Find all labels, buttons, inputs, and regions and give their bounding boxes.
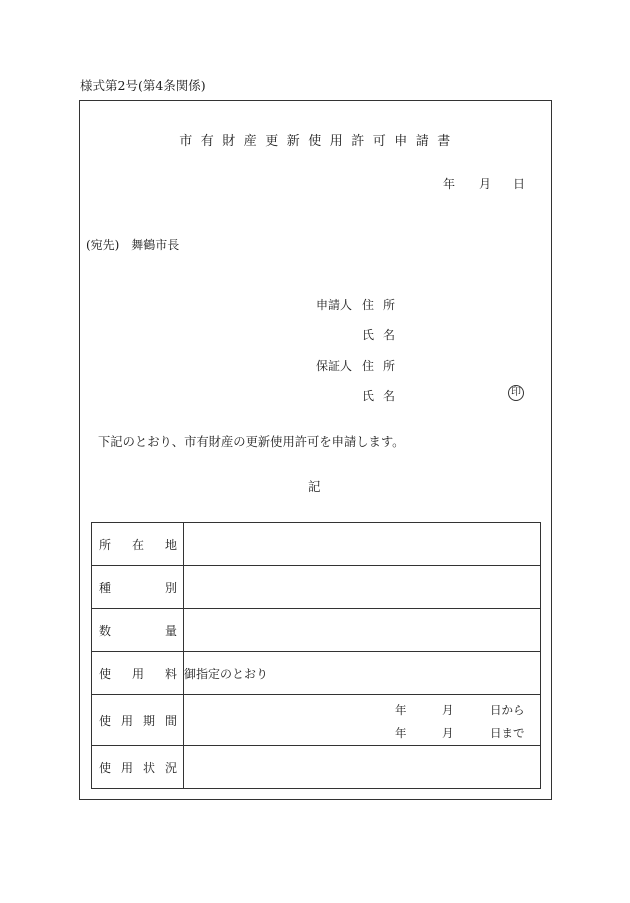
addressee [86, 236, 179, 253]
applicant-address-label: 住所 [362, 298, 405, 312]
period-label-text [92, 712, 183, 729]
table-row [92, 566, 541, 609]
label-char: 使 [99, 713, 112, 728]
table-row [92, 652, 541, 695]
status-field[interactable] [184, 746, 541, 789]
fee-field[interactable] [184, 652, 541, 695]
location-label [92, 523, 184, 566]
label-char: 所 [99, 537, 112, 552]
addressee-label: (宛先) [86, 238, 120, 252]
status-label-text [92, 759, 183, 776]
period-from-year: 年 [395, 703, 407, 717]
form-title: 市有財産更新使用許可申請書 [179, 134, 459, 149]
table-row [92, 695, 541, 746]
quantity-label-text [92, 622, 183, 639]
label-char: 用 [120, 760, 133, 775]
label-char: 量 [164, 623, 177, 638]
form-number: 様式第2号(第4条関係) [80, 78, 206, 93]
label-char: 在 [131, 537, 144, 552]
fee-value: 御指定のとおり [184, 666, 269, 681]
guarantor-role: 保証人 [316, 359, 353, 373]
body-text: 下記のとおり、市有財産の更新使用許可を申請します。 [98, 435, 405, 449]
period-label [92, 695, 184, 746]
period-to-month: 月 [442, 726, 454, 740]
seal-mark-icon: 印 [508, 385, 524, 401]
type-field[interactable] [184, 566, 541, 609]
type-label [92, 566, 184, 609]
date-year-label: 年 [443, 177, 456, 191]
quantity-label [92, 609, 184, 652]
type-label-text [92, 579, 183, 596]
date-day-label: 日 [513, 177, 526, 191]
label-char: 期 [142, 713, 155, 728]
label-char: 用 [120, 713, 133, 728]
status-label [92, 746, 184, 789]
label-char: 使 [99, 666, 112, 681]
period-to-day: 日まで [490, 726, 525, 740]
period-from-day: 日から [490, 703, 525, 717]
ki-heading: 記 [308, 479, 321, 494]
label-char: 間 [164, 713, 177, 728]
applicant-role: 申請人 [316, 298, 353, 312]
label-char: 種 [99, 580, 112, 595]
table-row [92, 523, 541, 566]
label-char: 況 [164, 760, 177, 775]
period-field[interactable] [184, 695, 541, 746]
period-from-month: 月 [442, 703, 454, 717]
date-month-label: 月 [479, 177, 492, 191]
label-char: 使 [99, 760, 112, 775]
fee-label-text [92, 665, 183, 682]
applicant-name-label: 氏名 [362, 328, 405, 342]
period-to-year: 年 [395, 726, 407, 740]
addressee-name: 舞鶴市長 [131, 238, 180, 252]
table-row [92, 609, 541, 652]
label-char: 数 [99, 623, 112, 638]
guarantor-name-label: 氏名 [362, 389, 405, 403]
label-char: 用 [131, 666, 144, 681]
quantity-field[interactable] [184, 609, 541, 652]
detail-table [91, 522, 541, 789]
fee-label [92, 652, 184, 695]
label-char: 状 [142, 760, 155, 775]
location-field[interactable] [184, 523, 541, 566]
location-label-text [92, 536, 183, 553]
label-char: 地 [164, 537, 177, 552]
label-char: 別 [164, 580, 177, 595]
label-char: 料 [164, 666, 177, 681]
table-row [92, 746, 541, 789]
guarantor-address-label: 住所 [362, 359, 405, 373]
